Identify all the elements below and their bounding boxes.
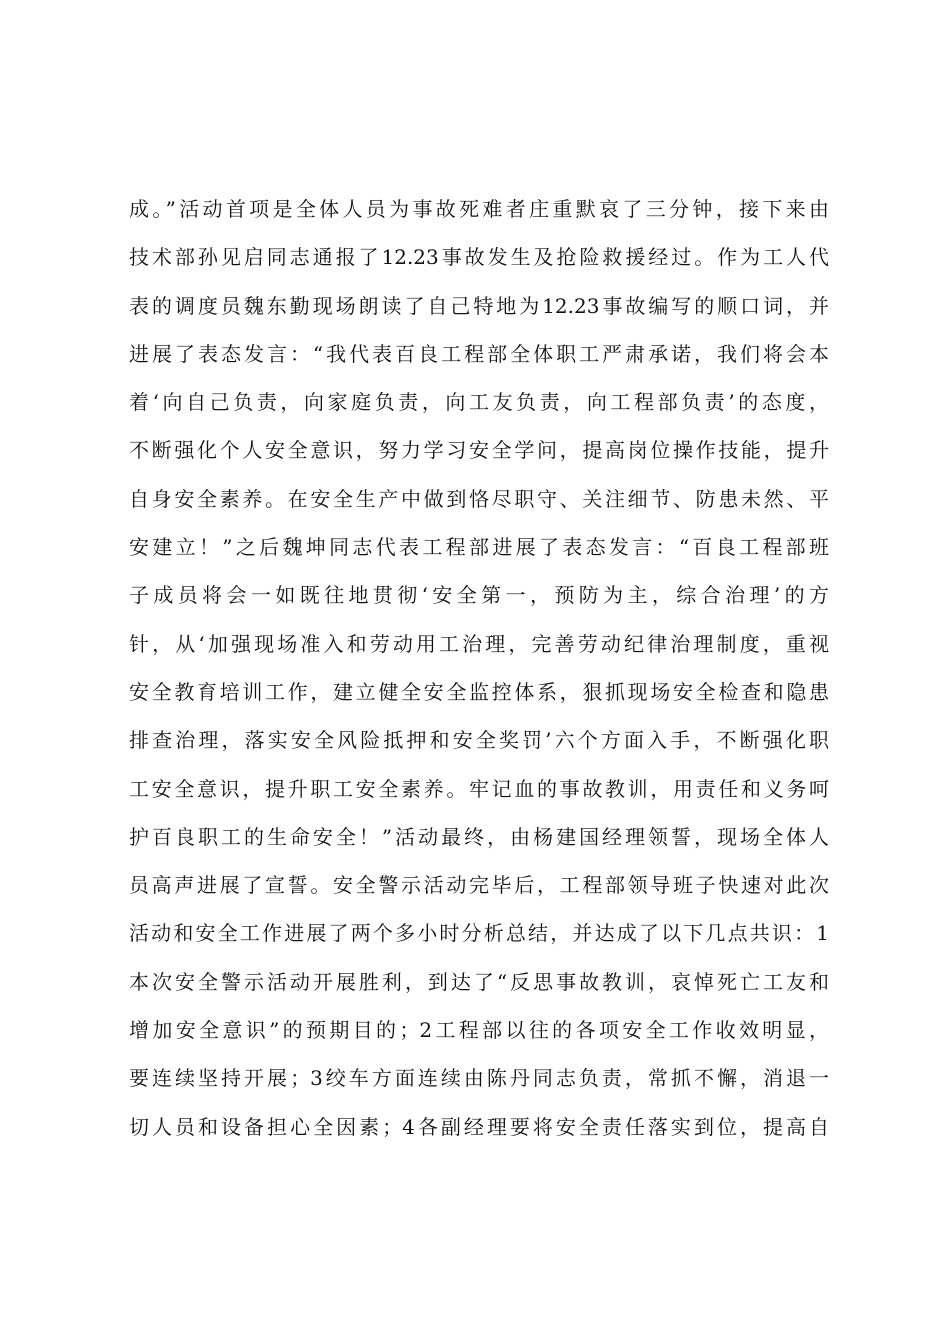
text-line: 员高声进展了宣誓。安全警示活动完毕后，工程部领导班子快速对此次 <box>129 873 829 898</box>
text-line: 自身安全素养。在安全生产中做到恪尽职守、关注细节、防患未然、平 <box>129 486 829 511</box>
body-text <box>129 185 829 1151</box>
text-line: 表的调度员魏东勤现场朗读了自己特地为12.23事故编写的顺口词，并 <box>129 293 829 318</box>
text-line: 针，从‘加强现场准入和劳动用工治理，完善劳动纪律治理制度，重视 <box>129 631 829 656</box>
text-line: 切人员和设备担心全因素；4各副经理要将安全责任落实到位，提高自 <box>129 1114 829 1139</box>
text-line: 子成员将会一如既往地贯彻‘安全第一，预防为主，综合治理’的方 <box>129 583 829 608</box>
text-line: 着‘向自己负责，向家庭负责，向工友负责，向工程部负责’的态度， <box>129 390 829 415</box>
text-line: 技术部孙见启同志通报了12.23事故发生及抢险救援经过。作为工人代 <box>129 245 829 270</box>
text-line: 活动和安全工作进展了两个多小时分析总结，并达成了以下几点共识：1 <box>129 921 829 946</box>
text-line: 安建立！”之后魏坤同志代表工程部进展了表态发言：“百良工程部班 <box>129 535 829 560</box>
text-line: 排查治理，落实安全风险抵押和安全奖罚’六个方面入手，不断强化职 <box>129 728 829 753</box>
text-line: 工安全意识，提升职工安全素养。牢记血的事故教训，用责任和义务呵 <box>129 776 829 801</box>
text-line: 增加安全意识”的预期目的；2工程部以往的各项安全工作收效明显， <box>129 1018 829 1043</box>
text-line: 不断强化个人安全意识，努力学习安全学问，提高岗位操作技能，提升 <box>129 438 829 463</box>
text-line: 护百良职工的生命安全！”活动最终，由杨建国经理领誓，现场全体人 <box>129 824 829 849</box>
text-line: 进展了表态发言：“我代表百良工程部全体职工严肃承诺，我们将会本 <box>129 341 829 366</box>
text-line: 成。”活动首项是全体人员为事故死难者庄重默哀了三分钟，接下来由 <box>129 197 829 221</box>
text-line: 安全教育培训工作，建立健全安全监控体系，狠抓现场安全检查和隐患 <box>129 679 829 704</box>
text-line: 本次安全警示活动开展胜利，到达了“反思事故教训，哀悼死亡工友和 <box>129 969 829 994</box>
text-line: 要连续坚持开展；3绞车方面连续由陈丹同志负责，常抓不懈，消退一 <box>129 1066 829 1091</box>
